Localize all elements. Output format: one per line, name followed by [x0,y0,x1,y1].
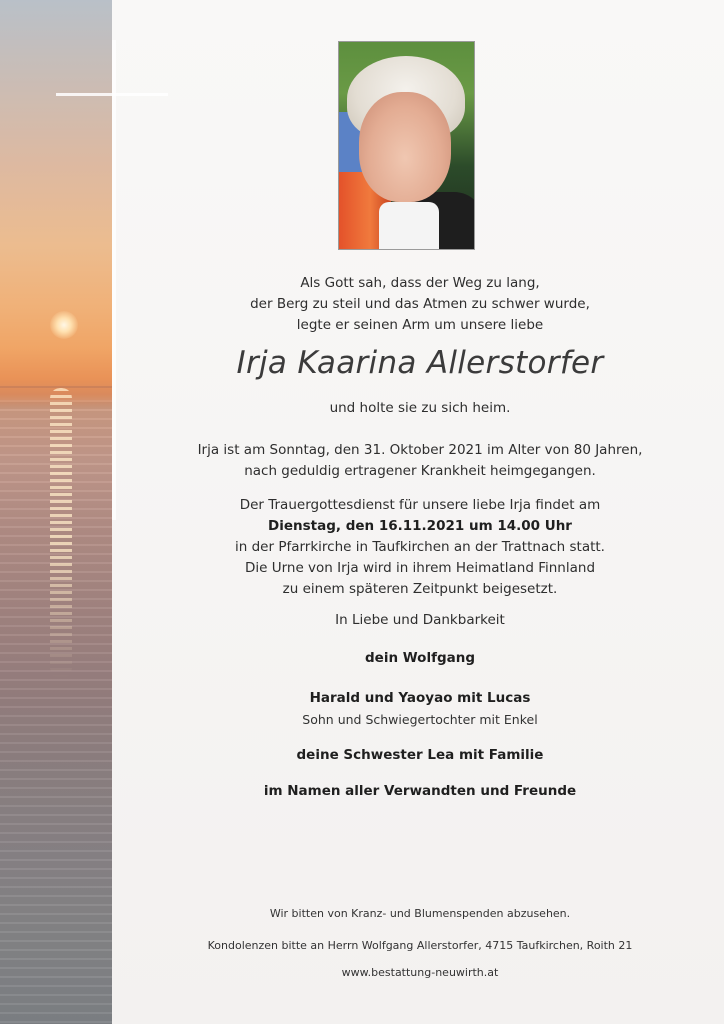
service-date-time: Dienstag, den 16.11.2021 um 14.00 Uhr [268,518,572,534]
after-name-line: und holte sie zu sich heim. [329,400,511,416]
death-notice-line: Irja ist am Sonntag, den 31. Oktober 2021 im Alter von 80 Jahren, [197,442,643,458]
death-notice [116,440,724,482]
sunset-sea-image-strip [0,0,112,1024]
website-link[interactable]: www.bestattung-neuwirth.at [341,966,499,979]
son-family-note: Sohn und Schwiegertochter mit Enkel [302,712,538,727]
verse-line: legte er seinen Arm um unsere liebe [296,317,544,333]
sun [50,311,78,339]
death-notice-line: nach geduldig ertragener Krankheit heimgegangen. [244,463,596,479]
service-details [116,495,724,600]
verse [116,273,724,336]
closing-phrase: In Liebe und Dankbarkeit [335,612,505,628]
son-family-names: Harald und Yaoyao mit Lucas [309,690,531,706]
portrait-photo [338,41,475,250]
urn-note: Die Urne von Irja wird in ihrem Heimatland Finnland [244,560,596,576]
verse-line: der Berg zu steil und das Atmen zu schwer wurde, [250,296,590,312]
flower-request: Wir bitten von Kranz- und Blumenspenden abzusehen. [269,907,571,920]
signature-son-family [116,688,724,730]
signature-relatives: im Namen aller Verwandten und Freunde [263,783,577,799]
condolence-address: Kondolenzen bitte an Herrn Wolfgang Allerstorfer, 4715 Taufkirchen, Roith 21 [207,939,633,952]
service-intro: Der Trauergottesdienst für unsere liebe Irja findet am [239,497,601,513]
sun-reflection [50,388,72,678]
urn-note: zu einem späteren Zeitpunkt beigesetzt. [282,581,558,597]
signature-husband: dein Wolfgang [365,650,475,666]
verse-line: Als Gott sah, dass der Weg zu lang, [300,275,540,291]
signature-sister: deine Schwester Lea mit Familie [296,747,544,763]
service-place: in der Pfarrkirche in Taufkirchen an der Trattnach statt. [235,539,605,555]
deceased-name: Irja Kaarina Allerstorfer [236,345,604,381]
